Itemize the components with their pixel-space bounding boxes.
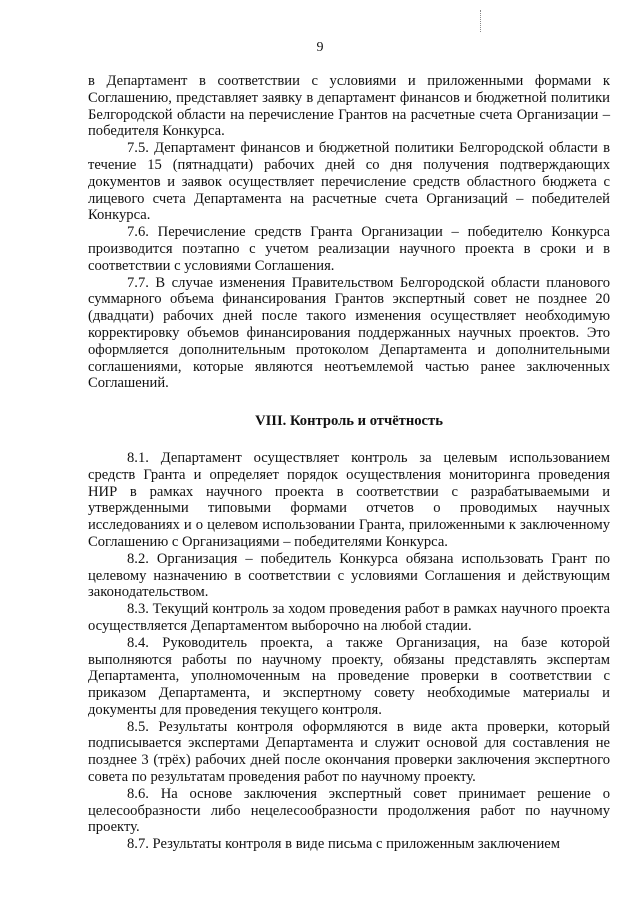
- paragraph: 8.3. Текущий контроль за ходом проведения работ в рамках научного проекта осуществляется Департаментом выборочно на любой стадии.: [88, 601, 610, 634]
- paragraph: в Департамент в соответствии с условиями и приложенными формами к Соглашению, представляет заявку в департамент финансов и бюджетной политики Белгородской области на перечисление Грантов на расчетные счета Организации – победителя Конкурса.: [88, 73, 610, 140]
- paragraph: 8.7. Результаты контроля в виде письма с приложенным заключением: [127, 836, 561, 853]
- section-title: VIII. Контроль и отчётность: [255, 413, 443, 430]
- paragraph: 7.5. Департамент финансов и бюджетной политики Белгородской области в течение 15 (пятнадцати) рабочих дней со дня получения подтверждающих документов и заявок осуществляет перечисление средств областного бюджета с лицевого счета Департамента на расчетные счета Организаций – победителей Конкурса.: [88, 140, 610, 224]
- paragraph: 8.6. На основе заключения экспертный совет принимает решение о целесообразности либо нецелесообразности продолжения работ по научному проекту.: [88, 785, 610, 836]
- paragraphs-before-section: [88, 73, 610, 392]
- paragraph: 8.2. Организация – победитель Конкурса обязана использовать Грант по целевому назначению в соответствии с условиями Соглашения и действующим законодательством.: [88, 550, 610, 601]
- document-body: [88, 73, 610, 853]
- page-number: 9: [316, 40, 324, 55]
- scan-edge-mark: [480, 10, 482, 32]
- paragraph: 8.5. Результаты контроля оформляются в виде акта проверки, который подписывается экспертами Департамента и служит основой для составления не позднее 3 (трёх) рабочих дней после окончания проверки заключения экспертного совета по результатам проведения работ по научному проекту.: [88, 718, 610, 786]
- paragraphs-after-section: [88, 450, 610, 853]
- paragraph: 7.6. Перечисление средств Гранта Организации – победителю Конкурса производится поэтапно с учетом реализации научного проекта в сроки и в соответствии с условиями Соглашения.: [88, 224, 610, 274]
- paragraph: 7.7. В случае изменения Правительством Белгородской области планового суммарного объема финансирования Грантов экспертный совет не позднее 20 (двадцати) рабочих дней после такого изменения осуществляет необходимую корректировку объемов финансирования поддержанных научных проектов. Это оформляется дополнительным протоколом Департамента и дополнительными соглашениями, которые являются неотъемлемой частью ранее заключенных Соглашений.: [88, 274, 610, 392]
- paragraph: 8.1. Департамент осуществляет контроль за целевым использованием средств Гранта и определяет порядок осуществления мониторинга проведения НИР в рамках научного проекта в соответствии с разрабатываемыми и утвержденными типовыми формами отчетов о проводимых научных исследованиях и о целевом использовании Гранта, приложенными к заключенному Соглашению с Организациями – победителями Конкурса.: [88, 449, 610, 550]
- paragraph: 8.4. Руководитель проекта, а также Организация, на базе которой выполняются работы по научному проекту, обязаны представлять экспертам Департамента, уполномоченным на проведение проверки в соответствии с приказом Департамента, и экспертному совету необходимые материалы и документы для проведения текущего контроля.: [88, 634, 610, 718]
